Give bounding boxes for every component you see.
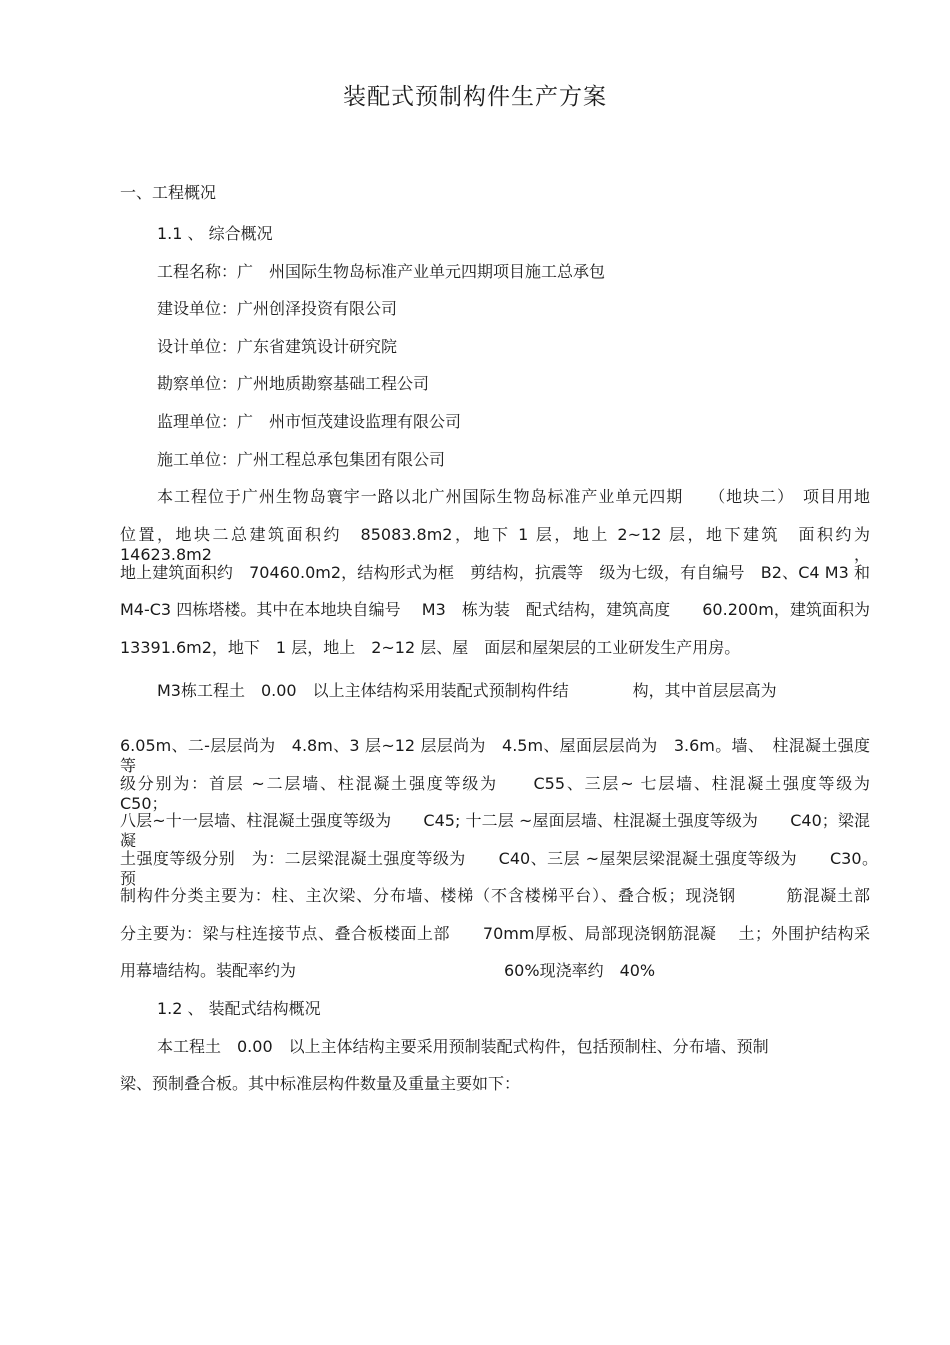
info-supervisor: 监理单位：广 州市恒茂建设监理有限公司 [157,412,462,431]
paragraph-1-line-4: M4-C3 四栋塔楼。其中在本地块自编号 M3 栋为装 配式结构，建筑高度 60.200m，建筑面积为 [120,600,870,619]
paragraph-1-line-5: 13391.6m2，地下 1 层，地上 2~12 层、屋 面层和屋架层的工业研发生产用房。 [120,638,741,657]
subsection-heading-1-2: 1.2 、 装配式结构概况 [157,999,321,1018]
subsection-heading-1-1: 1.1 、 综合概况 [157,224,273,243]
paragraph-2-line-5: 土强度等级分别 为：二层梁混凝土强度等级为 C40、三层 ~屋架层梁混凝土强度等级为 C30。 预 [120,849,887,888]
paragraph-2-line-7: 分主要为：梁与柱连接节点、叠合板楼面上部 70mm厚板、局部现浇钢筋混凝 土；外围护结构采 [120,924,870,943]
info-contractor: 施工单位：广州工程总承包集团有限公司 [157,450,446,469]
paragraph-1-line-1: 本工程位于广州生物岛寰宇一路以北广州国际生物岛标准产业单元四期 （地块二） 项目用地 [157,487,870,506]
section-heading-1: 一、工程概况 [120,183,217,202]
document-title: 装配式预制构件生产方案 [343,84,607,110]
paragraph-2-line-1: M3栋工程土 0.00 以上主体结构采用装配式预制构件结 构，其中首层层高为 [157,681,777,700]
paragraph-2-line-8: 用幕墙结构。装配率约为 60%现浇率约 40% [120,961,656,980]
paragraph-3-line-1: 本工程土 0.00 以上主体结构主要采用预制装配式构件，包括预制柱、分布墙、预制 [157,1037,769,1056]
paragraph-2-line-4: 八层~十一层墙、柱混凝土强度等级为 C45; 十二层 ~屋面层墙、柱混凝土强度等级为 C40；梁混凝 [120,811,870,850]
paragraph-2-line-3: 级分别为：首层 ~二层墙、柱混凝土强度等级为 C55、三层~ 七层墙、柱混凝土强度等级为 C50； [120,774,903,813]
paragraph-2-line-6: 制构件分类主要为：柱、主次梁、分布墙、楼梯（不含楼梯平台）、叠合板；现浇钢 筋混凝土部 [120,886,870,905]
info-surveyor: 勘察单位：广州地质勘察基础工程公司 [157,374,430,393]
info-project-name: 工程名称：广 州国际生物岛标准产业单元四期项目施工总承包 [157,262,606,281]
paragraph-3-line-2: 梁、预制叠合板。其中标准层构件数量及重量主要如下： [120,1074,521,1093]
paragraph-1-line-2: 位置，地块二总建筑面积约 85083.8m2，地下 1 层，地上 2~12 层，地下建筑 面积约为 14623.8m2， [120,525,887,564]
paragraph-2-line-2: 6.05m、二-层层尚为 4.8m、3 层~12 层层尚为 4.5m、屋面层层尚为 3.6m。墙、 柱混凝土强度等 [120,736,870,775]
info-designer: 设计单位：广东省建筑设计研究院 [157,337,398,356]
paragraph-1-line-3: 地上建筑面积约 70460.0m2，结构形式为框 剪结构，抗震等 级为七级，有自编号 B2、C4 M3 和 [120,563,870,582]
info-developer: 建设单位：广州创泽投资有限公司 [157,299,398,318]
